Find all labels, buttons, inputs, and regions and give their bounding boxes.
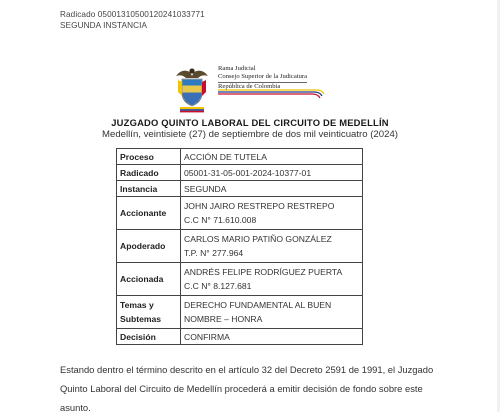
row-value-line1: DERECHO FUNDAMENTAL AL BUEN (184, 300, 332, 310)
row-value-line2: NOMBRE – HONRA (184, 314, 263, 324)
row-value-line1: ANDRÉS FELIPE RODRÍGUEZ PUERTA (184, 267, 343, 277)
table-row (117, 263, 363, 296)
row-value: SEGUNDA (181, 181, 363, 197)
row-key (117, 296, 181, 329)
row-value: 05001-31-05-001-2024-10377-01 (181, 165, 363, 181)
tricolor-stripe (218, 88, 328, 100)
court-date: Medellín, veintisiete (27) de septiembre de dos mil veinticuatro (2024) (102, 129, 398, 140)
row-key-line2: Subtemas (120, 314, 162, 324)
row-key: Accionada (117, 263, 181, 296)
row-key: Radicado (117, 165, 181, 181)
coat-of-arms-icon (172, 62, 212, 114)
row-key-line1: Temas y (120, 300, 154, 310)
row-value (181, 230, 363, 263)
row-value (181, 296, 363, 329)
table-row (117, 181, 363, 197)
logo-line-republica: República de Colombia (218, 83, 281, 91)
table-row (117, 197, 363, 230)
row-value-line2: C.C N° 8.127.681 (184, 281, 252, 291)
row-value-line2: T.P. N° 277.964 (184, 248, 244, 258)
intro-paragraph: Estando dentro el término descrito en el artículo 32 del Decreto 2591 de 1991, el Juzgado Quinto Laboral del Circuito de Medellín procederá a emitir decisión de fondo sobre este asunto. (60, 364, 434, 413)
table-row (117, 149, 363, 165)
table-row (117, 165, 363, 181)
row-value: ACCIÓN DE TUTELA (181, 149, 363, 165)
radicado-header: Radicado 05001310500120241033771 (60, 10, 205, 19)
row-value (181, 263, 363, 296)
case-info-table (116, 148, 363, 345)
row-value: CONFIRMA (181, 329, 363, 345)
row-value-line2: C.C N° 71.610.008 (184, 215, 257, 225)
row-value-line1: CARLOS MARIO PATIÑO GONZÁLEZ (184, 234, 332, 244)
table-row (117, 230, 363, 263)
logo-line-rama: Rama Judicial (218, 65, 256, 72)
table-row (117, 296, 363, 329)
row-key: Decisión (117, 329, 181, 345)
table-row (117, 329, 363, 345)
row-key: Instancia (117, 181, 181, 197)
row-value-line1: JOHN JAIRO RESTREPO RESTREPO (184, 201, 335, 211)
logo-line-consejo: Consejo Superior de la Judicatura (218, 73, 307, 83)
court-title: JUZGADO QUINTO LABORAL DEL CIRCUITO DE MEDELLÍN (111, 117, 389, 128)
row-value (181, 197, 363, 230)
row-key: Proceso (117, 149, 181, 165)
rama-judicial-logo (172, 62, 342, 114)
row-key: Accionante (117, 197, 181, 230)
instancia-header: SEGUNDA INSTANCIA (60, 21, 148, 30)
row-key: Apoderado (117, 230, 181, 263)
